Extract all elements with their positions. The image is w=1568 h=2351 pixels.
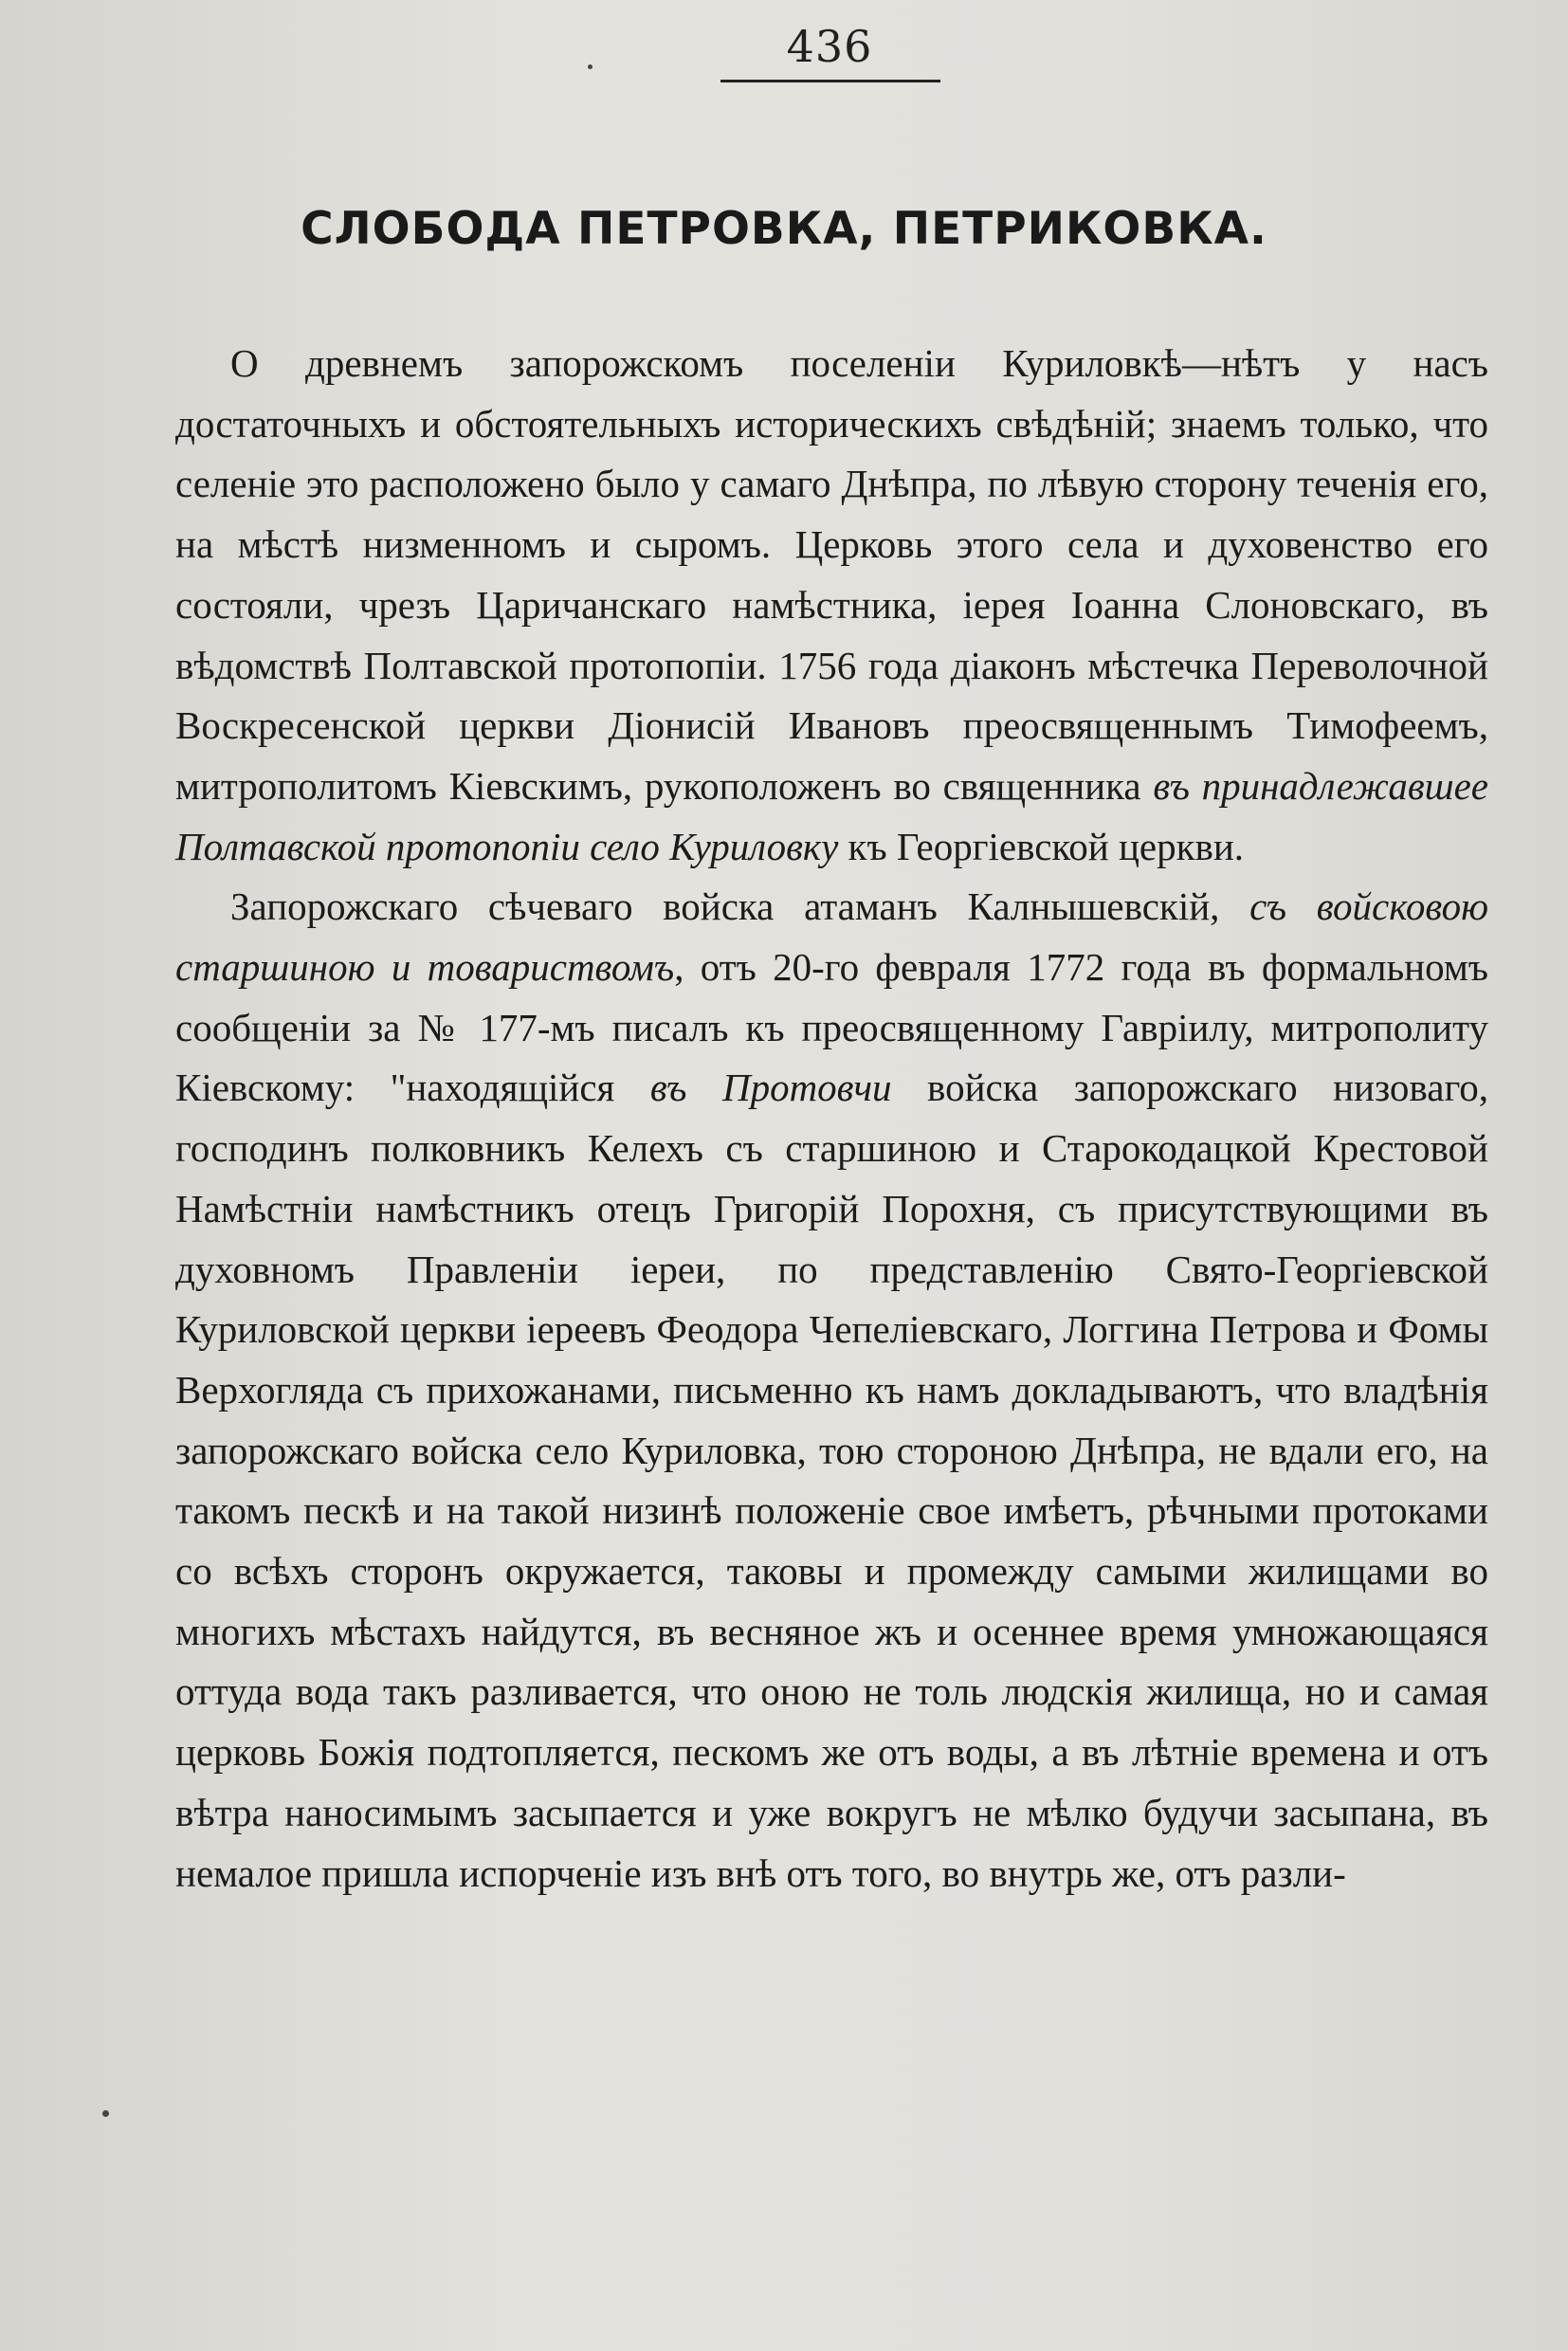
paragraph-1 [175,334,1488,877]
page-number-rule [720,80,940,82]
paragraph-1-italic: въ принадлежавшее Полтавской протопопіи село Куриловку [175,763,1488,868]
chapter-title: СЛОБОДА ПЕТРОВКА, ПЕТРИКОВКА. [301,203,1267,255]
paragraph-2-text-e: войска запорожскаго низоваго, господинъ полковникъ Келехъ съ старшиною и Старокодацкой Крестовой Намѣстніи намѣстникъ отецъ Григорій Порохня, съ присутствующими въ духовномъ Правленіи іереи, по представленію Свято-Георгіевской Куриловской церкви іереевъ Феодора Чепеліевскаго, Логгина Петрова и Фомы Верхогляда съ прихожанами, письменно къ намъ докладываютъ, что владѣнія запорожскаго войска село Куриловка, тою стороною Днѣпра, не вдали его, на такомъ пескѣ и на такой низинѣ положеніе свое имѣетъ, рѣчными протоками со всѣхъ сторонъ окружается, таковы и промежду самыми жилищами во многихъ мѣстахъ найдутся, въ весняное жъ и осеннее время умножающаяся оттуда вода такъ разливается, что оною не толь людскія жилища, но и самая церковь Божія подтопляется, пескомъ же отъ воды, а въ лѣтніе времена и отъ вѣтра наносимымъ засыпается и уже вокругъ не мѣлко будучи засыпана, въ немалое пришла испорченіе изъ внѣ отъ того, во внутрь же, отъ разли- [175,1066,1488,1895]
page-number: 436 [786,21,873,72]
paragraph-2-italic-2: въ Протовчи [649,1066,892,1110]
paragraph-1-text-c: къ Георгіевской церкви. [838,824,1245,868]
paragraph-2-text-c: , отъ 20-го февраля 1772 года въ формальномъ сообщеніи за № 177-мъ писалъ къ преосвященному Гавріилу, митрополиту Кіевскому: "находящійся [175,945,1488,1110]
print-speck [588,64,593,69]
print-speck [102,2110,109,2117]
paragraph-2-italic-1: съ войсковою старшиною и товариствомъ [175,884,1488,990]
paragraph-2 [175,877,1488,1904]
paragraph-2-text-a: Запорожскаго сѣчеваго войска атаманъ Калнышевскій, [230,884,1250,929]
body-text [175,334,1488,1904]
paragraph-1-text-a: О древнемъ запорожскомъ поселеніи Куриловкѣ—нѣтъ у насъ достаточныхъ и обстоятельныхъ историческихъ свѣдѣній; знаемъ только, что селеніе это расположено было у самаго Днѣпра, по лѣвую сторону теченія его, на мѣстѣ низменномъ и сыромъ. Церковь этого села и духовенство его состояли, чрезъ Царичанскаго намѣстника, іерея Іоанна Слоновскаго, въ вѣдомствѣ Полтавской протопопіи. 1756 года діаконъ мѣстечка Переволочной Воскресенской церкви Діонисій Ивановъ преосвященнымъ Тимофеемъ, митрополитомъ Кіевскимъ, рукоположенъ во священника [175,341,1488,808]
